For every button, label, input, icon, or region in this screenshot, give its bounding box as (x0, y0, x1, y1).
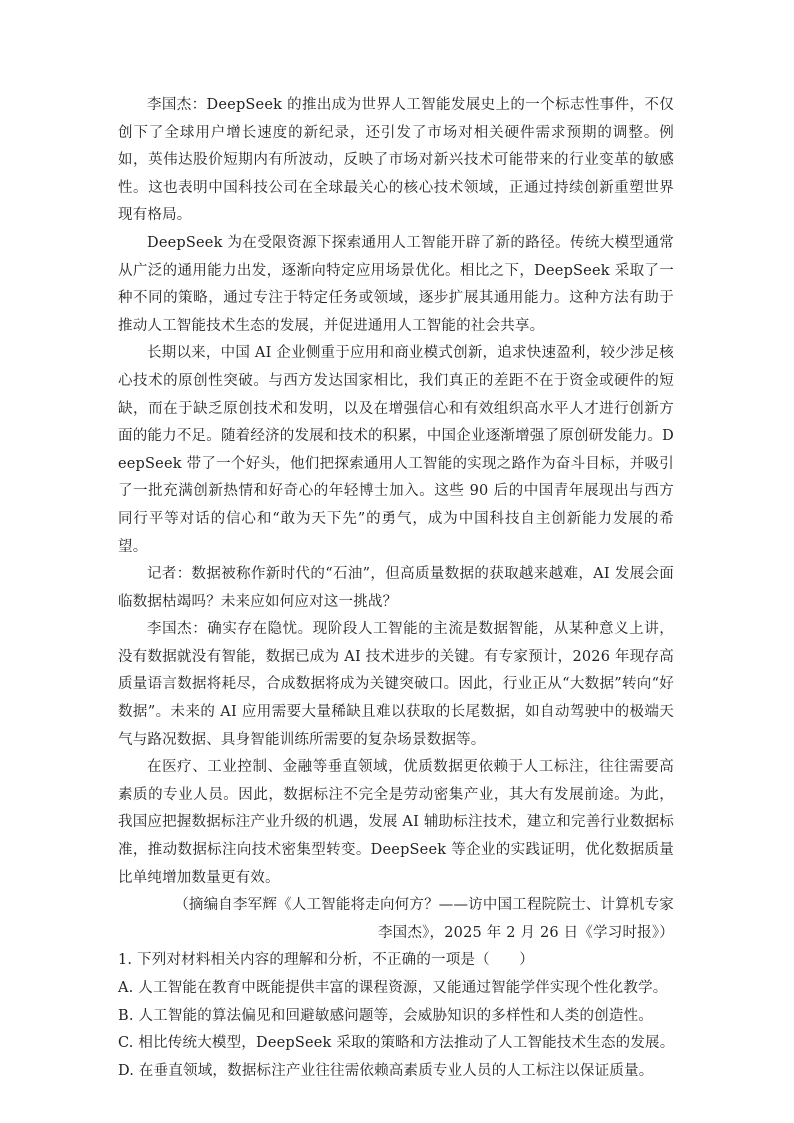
paragraph-1: 李国杰：DeepSeek 的推出成为世界人工智能发展史上的一个标志性事件，不仅创下了全球用户增长速度的新纪录，还引发了市场对相关硬件需求预期的调整。例如，英伟达股价短期内有所波动，反映了市场对新兴技术可能带来的行业变革的敏感性。这也表明中国科技公司在全球最关心的核心技术领域，正通过持续创新重塑世界现有格局。 (118, 97, 674, 224)
paragraph-5: 李国杰：确实存在隐忧。现阶段人工智能的主流是数据智能，从某种意义上讲，没有数据就没有智能，数据已成为 AI 技术进步的关键。有专家预计，2026 年现存高质量语言数据将耗尽，合成数据将成为关键突破口。因此，行业正从“大数据”转向“好数据”。未来的 AI 应用需要大量稀缺且难以获取的长尾数据，如自动驾驶中的极端天气与路况数据、具身智能训练所需要的复杂场景数据等。 (118, 621, 674, 748)
paragraph-4: 记者：数据被称作新时代的“石油”，但高质量数据的获取越来越难，AI 发展会面临数据枯竭吗？未来应如何应对这一挑战？ (118, 566, 674, 610)
paragraph-3: 长期以来，中国 AI 企业侧重于应用和商业模式创新，追求快速盈利，较少涉足核心技术的原创性突破。与西方发达国家相比，我们真正的差距不在于资金或硬件的短缺，而在于缺乏原创技术和发明，以及在增强信心和有效组织高水平人才进行创新方面的能力不足。随着经济的发展和技术的积累，中国企业逐渐增强了原创研发能力。DeepSeek 带了一个好头，他们把探索通用人工智能的实现之路作为奋斗目标，并吸引了一批充满创新热情和好奇心的年轻博士加入。这些 90 后的中国青年展现出与西方同行平等对话的信心和“敢为天下先”的勇气，成为中国科技自主创新能力发展的希望。 (118, 345, 674, 555)
option-d: D. 在垂直领域，数据标注产业往往需依赖高素质专业人员的人工标注以保证质量。 (118, 1062, 654, 1079)
paragraph-2: DeepSeek 为在受限资源下探索通用人工智能开辟了新的路径。传统大模型通常从广泛的通用能力出发，逐渐向特定应用场景优化。相比之下，DeepSeek 采取了一种不同的策略，通过专注于特定任务或领域，逐步扩展其通用能力。这种方法有助于推动人工智能技术生态的发展，并促进通用人工智能的社会共享。 (118, 234, 674, 334)
question-stem: 1. 下列对材料相关内容的理解和分析，不正确的一项是（ ） (118, 952, 534, 969)
source-citation: （摘编自李军辉《人工智能将走向何方？——访中国工程院院士、计算机专家李国杰》，2025 年 2 月 26 日《学习时报》） (174, 897, 674, 941)
option-c: C. 相比传统大模型，DeepSeek 采取的策略和方法推动了人工智能技术生态的发展。 (118, 1035, 675, 1052)
option-a: A. 人工智能在教育中既能提供丰富的课程资源，又能通过智能学伴实现个性化教学。 (118, 980, 668, 996)
document-page (118, 92, 674, 1085)
paragraph-6: 在医疗、工业控制、金融等垂直领域，优质数据更依赖于人工标注，往往需要高素质的专业人员。因此，数据标注不完全是劳动密集产业，其大有发展前途。为此，我国应把握数据标注产业升级的机遇，发展 AI 辅助标注技术，建立和完善行业数据标准，推动数据标注向技术密集型转变。DeepSeek 等企业的实践证明，优化数据质量比单纯增加数量更有效。 (118, 759, 674, 886)
option-b: B. 人工智能的算法偏见和回避敏感问题等，会威胁知识的多样性和人类的创造性。 (118, 1007, 653, 1024)
